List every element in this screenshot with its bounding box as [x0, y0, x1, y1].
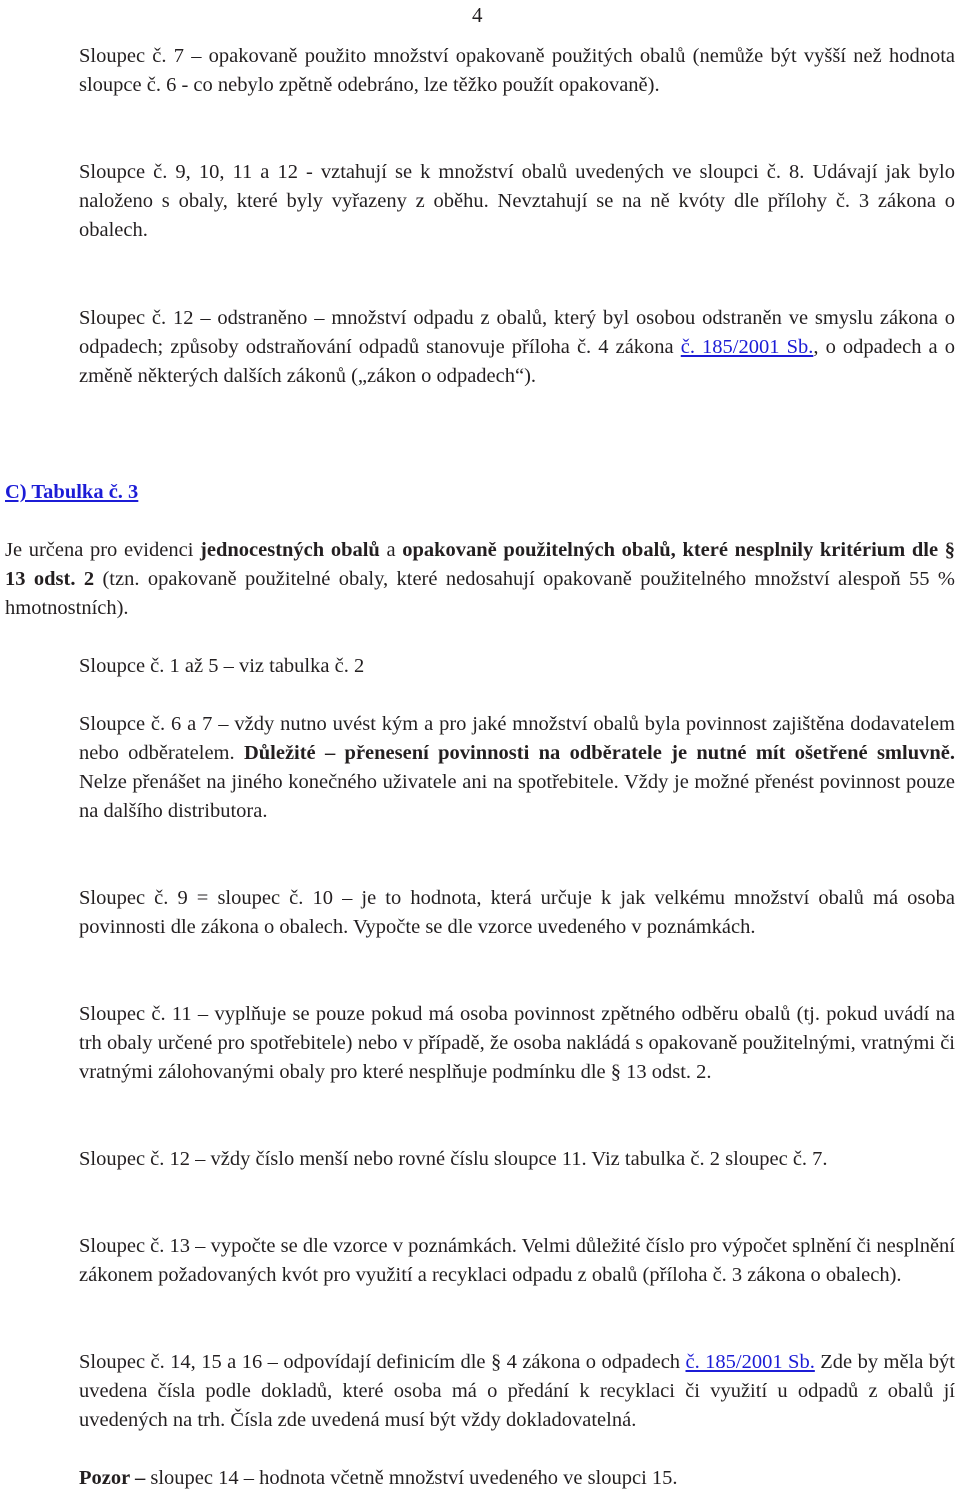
section-heading[interactable]: C) Tabulka č. 3: [5, 481, 139, 503]
bold-text: Pozor –: [79, 1467, 146, 1489]
paragraph-table-purpose: [5, 536, 955, 623]
bold-text: Důležité – přenesení povinnosti na odběratele je nutné mít ošetřené smluvně.: [243, 742, 955, 764]
bold-text: jednocestných obalů: [200, 539, 380, 561]
paragraph-sloupec-12: [79, 304, 955, 391]
paragraph-sloupce-9-12: Sloupce č. 9, 10, 11 a 12 - vztahují se k množství obalů uvedených ve sloupci č. 8. Udávají jak bylo naloženo s obaly, které byly vyřazeny z oběhu. Nevztahují se na ně kvóty dle přílohy č. 3 zákona o obalech.: [79, 161, 955, 241]
paragraph-text: a: [379, 539, 403, 561]
paragraph-text: Sloupce č. 6 a 7 – vždy nutno uvést kým a pro jaké množství obalů byla povinnost zajištěna dodavatelem nebo odběratelem.: [79, 713, 955, 764]
paragraph-text: Zde by měla být uvedena čísla podle dokladů, které osoba má o předání k recyklaci či využití u odpadů z obalů jí uvedených na trh. Čísla zde uvedená musí být vždy dokladovatelná.: [79, 1351, 955, 1431]
paragraph-sloupec-13: Sloupec č. 13 – vypočte se dle vzorce v poznámkách. Velmi důležité číslo pro výpočet splnění či nesplnění zákonem požadovaných kvót pro využití a recyklaci odpadu z obalů (příloha č. 3 zákona o obalech).: [79, 1235, 955, 1286]
paragraph-sloupec-12b: Sloupec č. 12 – vždy číslo menší nebo rovné číslu sloupce 11. Viz tabulka č. 2 sloupec č. 7.: [79, 1148, 828, 1170]
bold-text: opakovaně použitelných obalů, které nesplnily kritérium dle § 13 odst. 2: [5, 539, 955, 590]
paragraph-sloupec-14-16: [79, 1348, 955, 1435]
paragraph-text: Sloupec č. 12 – odstraněno – množství odpadu z obalů, který byl osobou odstraněn ve smyslu zákona o odpadech; způsoby odstraňování odpadů stanovuje příloha č. 4 zákona: [79, 307, 955, 358]
paragraph-text: Sloupec č. 14, 15 a 16 – odpovídají definicím dle § 4 zákona o odpadech: [79, 1351, 686, 1373]
paragraph-text: Je určena pro evidenci: [5, 539, 201, 561]
page-number: 4: [472, 3, 483, 27]
paragraph-text: (tzn. opakovaně použitelné obaly, které nedosahují opakovaně použitelného množství alespoň 55 % hmotnostních).: [5, 568, 955, 619]
paragraph-text: sloupec 14 – hodnota včetně množství uvedeného ve sloupci 15.: [145, 1467, 678, 1489]
paragraph-sloupec-7: Sloupec č. 7 – opakovaně použito množství opakovaně použitých obalů (nemůže být vyšší než hodnota sloupce č. 6 - co nebylo zpětně odebráno, lze těžko použít opakovaně).: [79, 45, 955, 96]
paragraph-text: Nelze přenášet na jiného konečného uživatele ani na spotřebitele. Vždy je možné přenést povinnost pouze na dalšího distributora.: [79, 771, 955, 822]
paragraph-sloupce-6-7: [79, 710, 955, 826]
paragraph-text: , o odpadech a o změně některých dalších zákonů („zákon o odpadech“).: [79, 336, 955, 387]
paragraph-pozor: [79, 1464, 955, 1493]
paragraph-sloupec-11: Sloupec č. 11 – vyplňuje se pouze pokud má osoba povinnost zpětného odběru obalů (tj. pokud uvádí na trh obaly určené pro spotřebitele) nebo v případě, že osoba nakládá s opakovaně použitelnými, vratnými či vratnými zálohovanými obaly pro které nesplňuje podmínku dle § 13 odst. 2.: [79, 1003, 955, 1083]
law-link[interactable]: č. 185/2001 Sb.: [685, 1351, 815, 1373]
paragraph-sloupec-9: Sloupec č. 9 = sloupec č. 10 – je to hodnota, která určuje k jak velkému množství obalů má osoba povinnosti dle zákona o obalech. Vypočte se dle vzorce uvedeného v poznámkách.: [79, 887, 955, 938]
law-link[interactable]: č. 185/2001 Sb.: [680, 336, 814, 358]
paragraph-sloupce-1-5: Sloupce č. 1 až 5 – viz tabulka č. 2: [79, 655, 365, 677]
